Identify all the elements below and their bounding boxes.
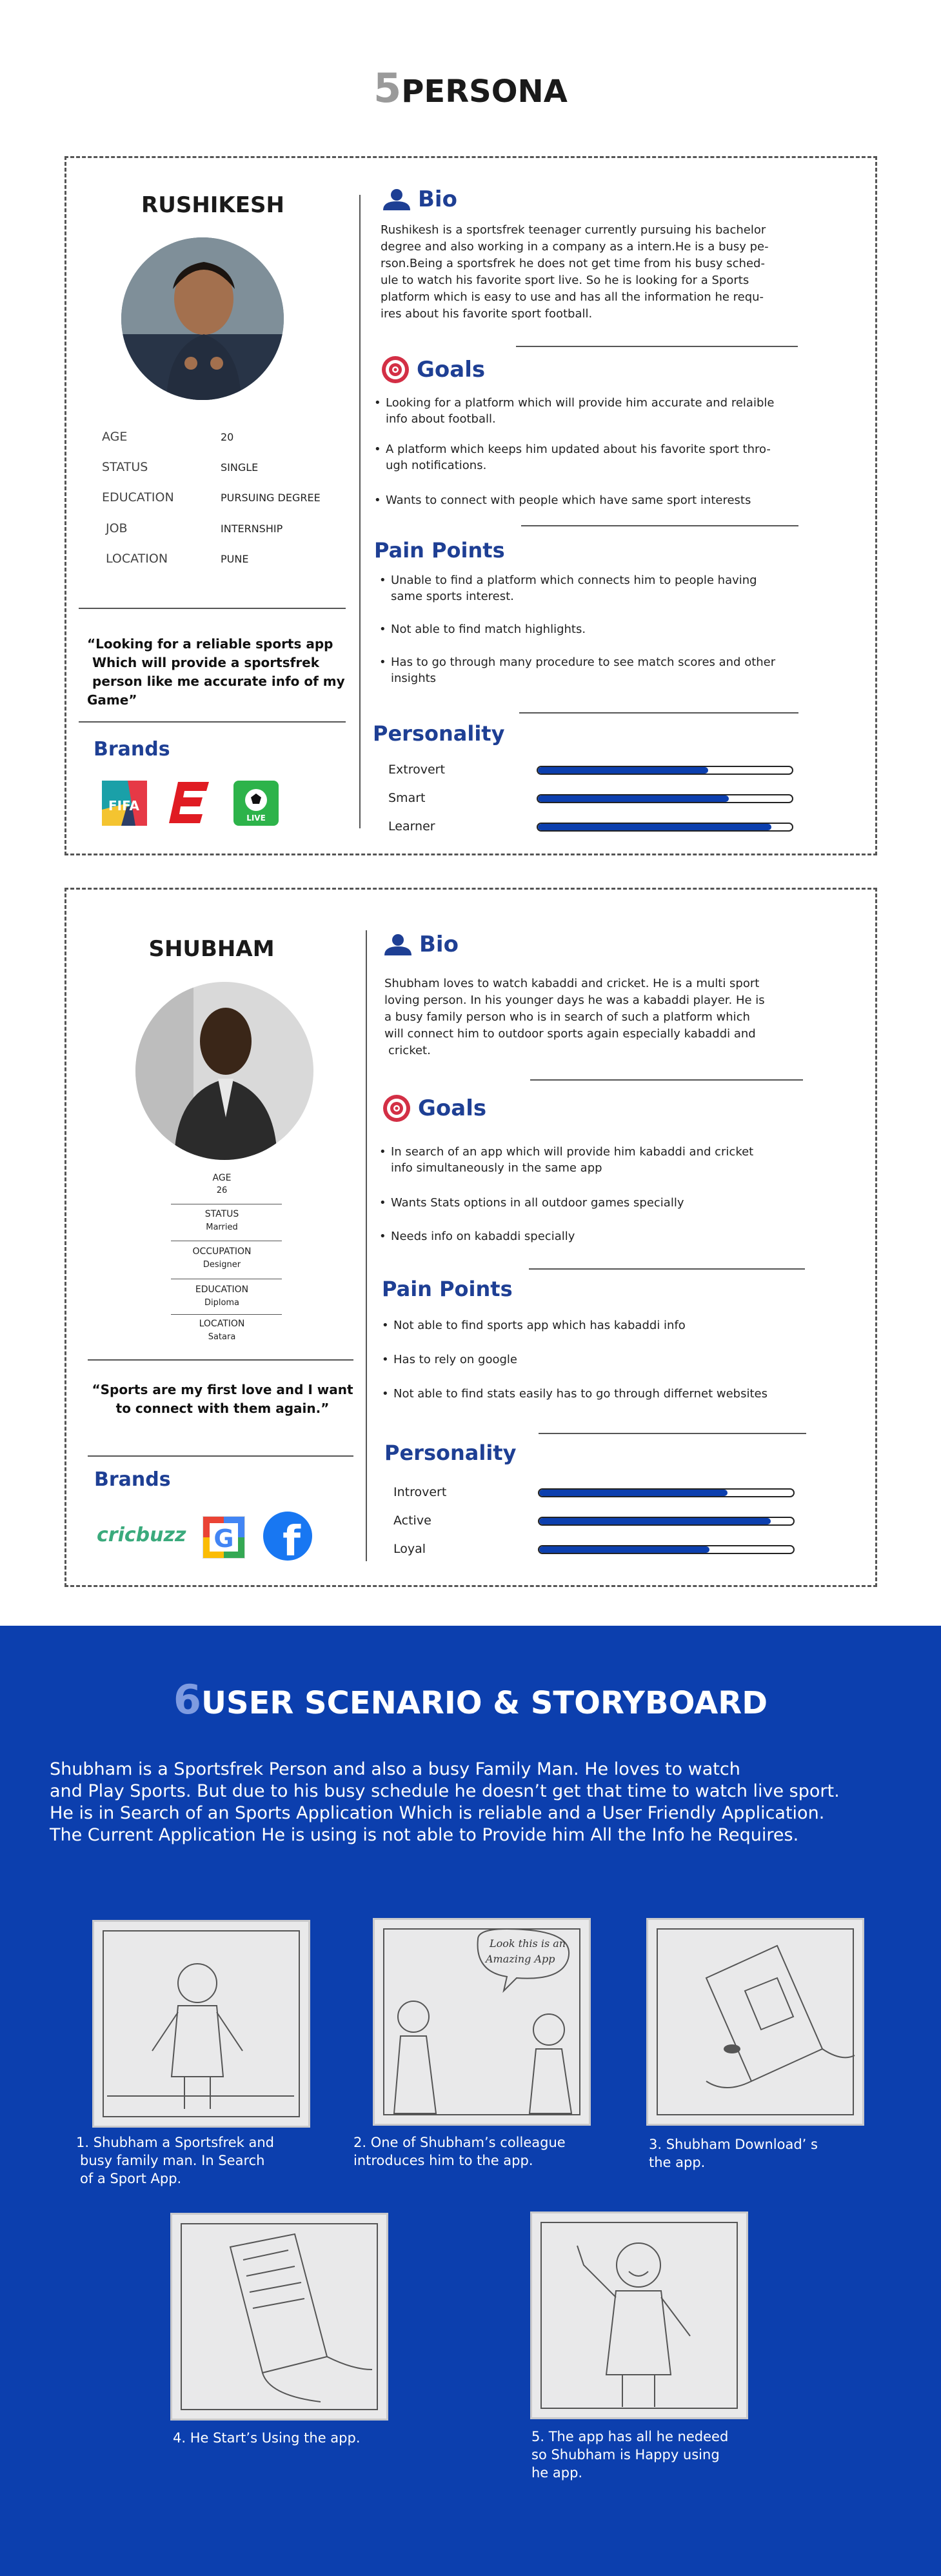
- bio-line: Shubham loves to watch kabaddi and cricket. He is a multi sport: [384, 977, 760, 990]
- trait-bar: [538, 1488, 795, 1497]
- divider: [539, 1433, 806, 1434]
- storyboard-frame-3: [646, 1918, 864, 2126]
- attr-label: STATUS: [102, 460, 148, 474]
- bio-heading-text: Bio: [419, 932, 459, 957]
- goal-line: • Wants to connect with people which have same sport interests: [386, 494, 751, 507]
- trait-label: Active: [393, 1513, 431, 1528]
- goal-line: • Looking for a platform which will provide him accurate and relaible: [386, 396, 775, 410]
- persona-name: RUSHIKESH: [141, 192, 284, 218]
- quote-line: “Looking for a reliable sports app: [87, 636, 333, 652]
- goal-line: info simultaneously in the same app: [391, 1161, 602, 1175]
- section-title-text: USER SCENARIO & STORYBOARD: [201, 1685, 768, 1721]
- section-number: 6: [173, 1676, 202, 1723]
- pain-item: [377, 621, 817, 637]
- quote-line: Which will provide a sportsfrek: [92, 655, 320, 670]
- section-number: 5: [373, 65, 402, 112]
- pain-line: • Has to rely on google: [393, 1353, 518, 1366]
- personality-heading: Personality: [384, 1441, 517, 1465]
- goals-heading-text: Goals: [417, 357, 486, 383]
- trait-label: Smart: [388, 791, 426, 805]
- bio-line: platform which is easy to use and has all the information he requ-: [381, 290, 764, 304]
- bio-line: loving person. In his younger days he was a kabaddi player. He is: [384, 993, 765, 1007]
- person-icon: [382, 188, 411, 210]
- frame-caption: [76, 2133, 308, 2188]
- caption-line: 3. Shubham Download’ s: [649, 2137, 818, 2152]
- frame-caption: [531, 2428, 764, 2482]
- caption-line: 2. One of Shubham’s colleague: [353, 2135, 566, 2150]
- goals-heading-text: Goals: [418, 1095, 487, 1121]
- scenario-section-title: [0, 1676, 941, 1723]
- intro-line: He is in Search of an Sports Application Which is reliable and a User Friendly Application.: [50, 1803, 825, 1823]
- divider: [171, 1314, 282, 1315]
- intro-line: and Play Sports. But due to his busy schedule he doesn’t get that time to watch live sport.: [50, 1781, 840, 1801]
- attr-value: Satara: [208, 1332, 236, 1342]
- persona-quote: [87, 635, 352, 710]
- pain-line: • Has to go through many procedure to see match scores and other: [391, 655, 776, 669]
- attr-label: JOB: [106, 521, 128, 535]
- card-divider: [359, 195, 361, 828]
- live-score-logo: [233, 781, 279, 826]
- intro-line: The Current Application He is using is not able to Provide him All the Info he Requires.: [50, 1825, 799, 1845]
- card-divider: [366, 930, 367, 1561]
- pain-points-heading: Pain Points: [382, 1277, 513, 1301]
- cricbuzz-logo: cricbuzz: [97, 1524, 186, 1546]
- divider: [88, 1359, 353, 1361]
- goal-item: [377, 1144, 817, 1176]
- pain-line: • Not able to find stats easily has to go through differnet websites: [393, 1387, 768, 1401]
- bio-heading-text: Bio: [418, 186, 457, 212]
- goal-item: [377, 1195, 817, 1211]
- scenario-section: [0, 1626, 941, 2576]
- personality-heading: Personality: [373, 721, 505, 746]
- pain-item: [377, 654, 817, 686]
- goal-item: [371, 492, 811, 508]
- trait-fill: [539, 1490, 728, 1496]
- storyboard-frame-2: [373, 1918, 591, 2126]
- trait-bar: [537, 766, 793, 775]
- attr-label: AGE: [212, 1173, 232, 1183]
- bio-heading: [382, 186, 457, 212]
- divider: [516, 346, 798, 347]
- pain-points-heading: Pain Points: [374, 538, 505, 563]
- goal-item: [371, 395, 811, 427]
- caption-line: introduces him to the app.: [353, 2153, 533, 2168]
- bio-line: cricket.: [388, 1044, 431, 1057]
- attr-label: STATUS: [204, 1209, 239, 1219]
- divider: [530, 1079, 803, 1081]
- bio-line: ires about his favorite sport football.: [381, 307, 593, 321]
- goal-line: • In search of an app which will provide him kabaddi and cricket: [391, 1145, 754, 1159]
- pain-item: [379, 1352, 819, 1368]
- facebook-logo: [263, 1512, 312, 1561]
- divider: [79, 608, 346, 609]
- sketch-text: Amazing App: [486, 1953, 555, 1965]
- caption-line: he app.: [531, 2465, 583, 2481]
- goal-line: ugh notifications.: [386, 459, 487, 472]
- attr-label: LOCATION: [106, 552, 168, 566]
- bio-line: Rushikesh is a sportsfrek teenager currently pursuing his bachelor: [381, 223, 766, 237]
- persona-quote: [90, 1381, 355, 1418]
- caption-line: busy family man. In Search: [80, 2153, 265, 2168]
- goal-item: [371, 441, 811, 474]
- trait-bar: [538, 1517, 795, 1526]
- pain-line: insights: [391, 672, 437, 685]
- persona-name: SHUBHAM: [148, 936, 275, 962]
- quote-line: to connect with them again.”: [115, 1401, 330, 1416]
- attr-label: OCCUPATION: [192, 1246, 252, 1257]
- caption-line: of a Sport App.: [80, 2171, 182, 2186]
- fifa-logo: [102, 781, 147, 826]
- trait-bar: [537, 794, 793, 803]
- trait-bar: [537, 823, 793, 832]
- attr-value: PURSUING DEGREE: [221, 492, 321, 504]
- attr-value: Married: [206, 1223, 238, 1232]
- bio-line: degree and also working in a company as a intern.He is a busy pe-: [381, 240, 769, 254]
- frame-caption: [353, 2133, 586, 2170]
- goal-line: • Wants Stats options in all outdoor games specially: [391, 1196, 684, 1210]
- divider: [88, 1455, 353, 1457]
- pain-line: • Unable to find a platform which connects him to people having: [391, 574, 757, 587]
- persona-section-title: [0, 65, 941, 112]
- person-icon: [383, 934, 413, 955]
- google-logo: [203, 1516, 245, 1559]
- target-icon: [382, 1093, 411, 1123]
- sketch-text: Look this is an: [490, 1937, 566, 1950]
- divider: [529, 1268, 805, 1270]
- trait-label: Introvert: [393, 1485, 447, 1499]
- trait-fill: [538, 767, 708, 774]
- caption-line: 5. The app has all he nedeed: [531, 2429, 729, 2444]
- attr-value: PUNE: [221, 553, 249, 565]
- intro-line: Shubham is a Sportsfrek Person and also a busy Family Man. He loves to watch: [50, 1759, 740, 1779]
- divider: [519, 712, 798, 714]
- brand-label: f: [282, 1518, 301, 1561]
- brand-label: G: [213, 1524, 234, 1553]
- goal-line: • A platform which keeps him updated about his favorite sport thro-: [386, 443, 771, 456]
- brands-heading: Brands: [94, 738, 170, 761]
- caption-line: the app.: [649, 2155, 706, 2170]
- target-icon: [381, 355, 410, 384]
- storyboard-frame-5: [530, 2212, 748, 2419]
- pain-line: • Not able to find match highlights.: [391, 623, 586, 636]
- bio-heading: [383, 932, 459, 957]
- brands-heading: Brands: [94, 1468, 171, 1491]
- trait-bar: [538, 1545, 795, 1554]
- quote-line: “Sports are my first love and I want: [92, 1382, 353, 1397]
- goals-heading: [381, 355, 485, 384]
- attr-label: LOCATION: [199, 1319, 245, 1329]
- attr-value: 20: [221, 431, 234, 443]
- pain-item: [379, 1386, 819, 1402]
- frame-caption: [649, 2135, 881, 2172]
- trait-label: Loyal: [393, 1542, 426, 1556]
- trait-label: Extrovert: [388, 763, 445, 777]
- avatar-rushikesh: [121, 237, 284, 400]
- trait-label: Learner: [388, 819, 435, 834]
- frame-caption: [173, 2429, 405, 2447]
- trait-fill: [539, 1518, 771, 1524]
- espn-logo: [169, 782, 209, 823]
- pain-item: [377, 572, 817, 604]
- attr-value: Designer: [203, 1260, 241, 1270]
- brand-label: FIFA: [108, 798, 139, 814]
- brand-label: LIVE: [246, 814, 266, 823]
- scenario-intro: [50, 1759, 901, 1846]
- trait-fill: [538, 824, 771, 830]
- quote-line: person like me accurate info of my: [92, 674, 345, 689]
- attr-value: INTERNSHIP: [221, 523, 283, 535]
- caption-line: 1. Shubham a Sportsfrek and: [76, 2135, 274, 2150]
- divider: [521, 525, 798, 526]
- quote-line: Game”: [87, 692, 137, 708]
- storyboard-frame-1: [92, 1920, 310, 2128]
- bio-line: rson.Being a sportsfrek he does not get time from his busy sched-: [381, 257, 765, 270]
- pain-item: [379, 1317, 819, 1333]
- caption-line: 4. He Start’s Using the app.: [173, 2430, 361, 2446]
- avatar-shubham: [135, 982, 313, 1160]
- pain-line: • Not able to find sports app which has kabaddi info: [393, 1319, 686, 1332]
- bio-text: [384, 975, 810, 1059]
- goals-heading: [382, 1093, 486, 1123]
- attr-label: AGE: [102, 430, 128, 444]
- goal-line: info about football.: [386, 412, 496, 426]
- pain-line: same sports interest.: [391, 590, 514, 603]
- divider: [79, 721, 346, 723]
- attr-value: 26: [216, 1186, 228, 1195]
- attr-label: EDUCATION: [102, 490, 174, 504]
- attr-label: EDUCATION: [195, 1284, 249, 1295]
- storyboard-frame-4: [170, 2213, 388, 2421]
- trait-fill: [538, 795, 729, 802]
- goal-item: [377, 1228, 817, 1244]
- bio-line: a busy family person who is in search of such a platform which: [384, 1010, 750, 1024]
- goal-line: • Needs info on kabaddi specially: [391, 1230, 575, 1243]
- attr-value: SINGLE: [221, 461, 259, 474]
- section-title-text: PERSONA: [401, 74, 568, 110]
- bio-text: [381, 222, 806, 323]
- bio-line: ule to watch his favorite sport live. So he is looking for a Sports: [381, 274, 749, 287]
- trait-fill: [539, 1546, 709, 1553]
- caption-line: so Shubham is Happy using: [531, 2447, 720, 2462]
- bio-line: will connect him to outdoor sports again especially kabaddi and: [384, 1027, 756, 1041]
- attr-value: Diploma: [204, 1298, 240, 1308]
